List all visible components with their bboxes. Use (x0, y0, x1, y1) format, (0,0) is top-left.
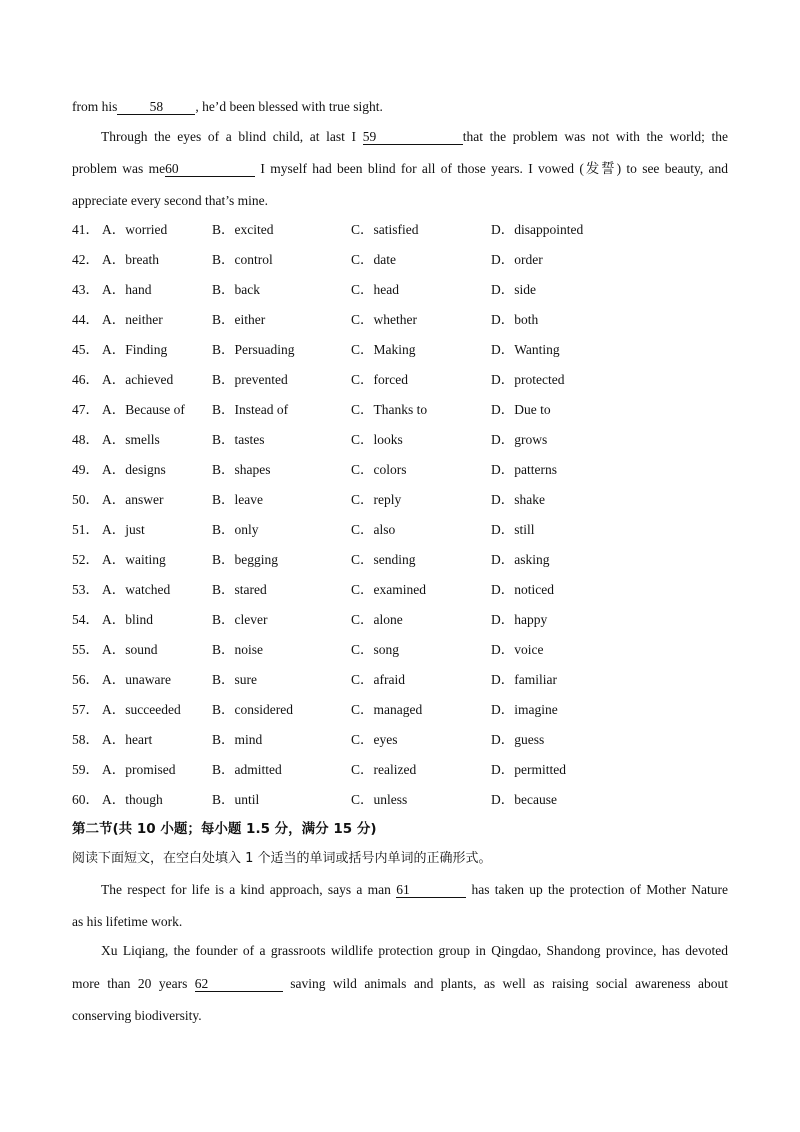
question-number: 55． (72, 642, 99, 657)
section2-para2-line2 (72, 975, 728, 993)
option-c[interactable]: C．unless (351, 792, 408, 807)
option-b[interactable]: B．stared (212, 582, 267, 597)
passage-text: , he’d been blessed with true sight. (195, 99, 383, 114)
section-instruction: 阅读下面短文，在空白处填入 1 个适当的单词或括号内单词的正确形式。 (72, 851, 492, 866)
option-d[interactable]: D．noticed (491, 582, 554, 597)
passage-text: Xu Liqiang, the founder of a grassroots wildlife protection group in Qingdao, Shandong province, has devoted (101, 943, 728, 958)
option-d[interactable]: D．grows (491, 432, 548, 447)
option-a[interactable]: A．blind (102, 612, 154, 627)
section2-para1-line2 (72, 913, 728, 931)
option-b[interactable]: B．admitted (212, 762, 282, 777)
answer-blank-59[interactable]: 59 (363, 129, 463, 145)
option-b[interactable]: B．leave (212, 492, 263, 507)
option-d[interactable]: D．protected (491, 372, 565, 387)
passage-text: more than 20 years (72, 976, 188, 991)
option-d[interactable]: D．happy (491, 612, 548, 627)
option-b[interactable]: B．Instead of (212, 402, 289, 417)
option-c[interactable]: C．realized (351, 762, 417, 777)
section2-para1-line1 (101, 881, 728, 899)
option-b[interactable]: B．excited (212, 222, 274, 237)
option-a[interactable]: A．Finding (102, 342, 168, 357)
option-c[interactable]: C．date (351, 252, 396, 267)
passage-line-1 (72, 98, 728, 116)
option-b[interactable]: B．only (212, 522, 259, 537)
option-a[interactable]: A．promised (102, 762, 176, 777)
question-number: 46． (72, 372, 99, 387)
option-c[interactable]: C．eyes (351, 732, 398, 747)
passage-text: problem was me (72, 161, 166, 176)
option-b[interactable]: B．until (212, 792, 260, 807)
option-a[interactable]: A．achieved (102, 372, 174, 387)
option-d[interactable]: D．side (491, 282, 536, 297)
option-b[interactable]: B．prevented (212, 372, 288, 387)
passage-text: conserving biodiversity. (72, 1008, 202, 1023)
option-d[interactable]: D．imagine (491, 702, 558, 717)
option-a[interactable]: A．though (102, 792, 163, 807)
option-b[interactable]: B．sure (212, 672, 257, 687)
option-c[interactable]: C．also (351, 522, 396, 537)
option-c[interactable]: C．sending (351, 552, 416, 567)
option-a[interactable]: A．just (102, 522, 145, 537)
passage-text: Through the eyes of a blind child, at last I (101, 129, 357, 144)
question-number: 49． (72, 462, 99, 477)
option-d[interactable]: D．because (491, 792, 557, 807)
question-number: 60． (72, 792, 99, 807)
option-a[interactable]: A．sound (102, 642, 158, 657)
question-number: 51． (72, 522, 99, 537)
section2-para2-line1 (101, 942, 728, 960)
option-b[interactable]: B．shapes (212, 462, 271, 477)
option-c[interactable]: C．satisfied (351, 222, 419, 237)
option-a[interactable]: A．designs (102, 462, 166, 477)
option-b[interactable]: B．control (212, 252, 273, 267)
option-b[interactable]: B．either (212, 312, 266, 327)
option-a[interactable]: A．worried (102, 222, 168, 237)
option-b[interactable]: B．noise (212, 642, 264, 657)
option-b[interactable]: B．considered (212, 702, 293, 717)
answer-blank-62[interactable]: 62 (195, 976, 283, 992)
option-d[interactable]: D．both (491, 312, 539, 327)
option-d[interactable]: D．guess (491, 732, 545, 747)
answer-blank-60[interactable]: 60 (165, 161, 255, 177)
question-number: 44． (72, 312, 99, 327)
option-a[interactable]: A．succeeded (102, 702, 181, 717)
passage-line-2 (101, 128, 728, 146)
passage-text: saving wild animals and plants, as well as raising social awareness about (290, 976, 728, 991)
question-number: 42． (72, 252, 99, 267)
question-number: 48． (72, 432, 99, 447)
option-c[interactable]: C．head (351, 282, 399, 297)
passage-text: has taken up the protection of Mother Nature (471, 882, 728, 897)
option-d[interactable]: D．Due to (491, 402, 551, 417)
option-c[interactable]: C．Making (351, 342, 416, 357)
answer-blank-61[interactable]: 61 (396, 882, 466, 898)
option-b[interactable]: B．tastes (212, 432, 265, 447)
option-d[interactable]: D．still (491, 522, 535, 537)
option-d[interactable]: D．familiar (491, 672, 557, 687)
passage-line-3 (72, 160, 728, 178)
option-b[interactable]: B．Persuading (212, 342, 295, 357)
question-number: 43． (72, 282, 99, 297)
option-b[interactable]: B．mind (212, 732, 263, 747)
question-number: 56． (72, 672, 99, 687)
option-d[interactable]: D．shake (491, 492, 545, 507)
option-c[interactable]: C．whether (351, 312, 417, 327)
passage-text: as his lifetime work. (72, 914, 183, 929)
option-c[interactable]: C．reply (351, 492, 402, 507)
option-a[interactable]: A．neither (102, 312, 163, 327)
option-d[interactable]: D．disappointed (491, 222, 584, 237)
option-d[interactable]: D．order (491, 252, 543, 267)
answer-blank-58[interactable]: 58 (117, 99, 195, 115)
passage-line-4 (72, 192, 728, 210)
option-c[interactable]: C．Thanks to (351, 402, 428, 417)
passage-text: The respect for life is a kind approach, says a man (101, 882, 391, 897)
option-a[interactable]: A．waiting (102, 552, 166, 567)
option-c[interactable]: C．colors (351, 462, 407, 477)
option-b[interactable]: B．begging (212, 552, 278, 567)
option-c[interactable]: C．alone (351, 612, 403, 627)
option-c[interactable]: C．examined (351, 582, 426, 597)
passage-text: appreciate every second that’s mine. (72, 193, 269, 208)
question-number: 54． (72, 612, 99, 627)
option-c[interactable]: C．managed (351, 702, 423, 717)
option-c[interactable]: C．forced (351, 372, 408, 387)
question-number: 57． (72, 702, 99, 717)
option-d[interactable]: D．patterns (491, 462, 557, 477)
option-c[interactable]: C．song (351, 642, 400, 657)
option-d[interactable]: D．voice (491, 642, 544, 657)
option-b[interactable]: B．clever (212, 612, 268, 627)
option-d[interactable]: D．asking (491, 552, 550, 567)
question-number: 45． (72, 342, 99, 357)
passage-text: from his (72, 99, 118, 114)
passage-text: I myself had been blind for all of those years. I vowed (发誓) to see beauty, and (260, 161, 729, 176)
option-a[interactable]: A．Because of (102, 402, 185, 417)
question-number: 59． (72, 762, 99, 777)
question-number: 58． (72, 732, 99, 747)
passage-text: that the problem was not with the world; the (462, 129, 729, 144)
option-a[interactable]: A．hand (102, 282, 152, 297)
question-number: 47． (72, 402, 99, 417)
option-a[interactable]: A．smells (102, 432, 160, 447)
option-a[interactable]: A．answer (102, 492, 164, 507)
question-number: 50． (72, 492, 99, 507)
option-c[interactable]: C．looks (351, 432, 403, 447)
option-a[interactable]: A．breath (102, 252, 159, 267)
option-a[interactable]: A．unaware (102, 672, 171, 687)
question-number: 41． (72, 222, 99, 237)
option-a[interactable]: A．watched (102, 582, 171, 597)
option-b[interactable]: B．back (212, 282, 260, 297)
question-number: 53． (72, 582, 99, 597)
option-a[interactable]: A．heart (102, 732, 153, 747)
option-d[interactable]: D．Wanting (491, 342, 560, 357)
section2-para2-line3 (72, 1007, 728, 1025)
section-heading: 第二节(共 10 小题；每小题 1.5 分，满分 15 分) (72, 821, 377, 837)
question-number: 52． (72, 552, 99, 567)
option-c[interactable]: C．afraid (351, 672, 405, 687)
option-d[interactable]: D．permitted (491, 762, 566, 777)
